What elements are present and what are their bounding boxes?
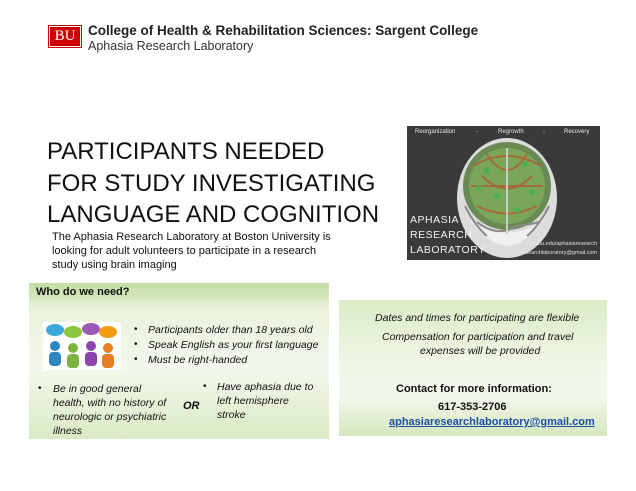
people-talking-icon bbox=[43, 322, 121, 370]
headline-line-1: PARTICIPANTS NEEDED bbox=[47, 138, 325, 165]
option-a-line-3: neurologic or psychiatric bbox=[53, 411, 167, 423]
option-b-line-3: stroke bbox=[217, 409, 246, 421]
bullet-dot: • bbox=[134, 354, 138, 365]
bullet-dot: • bbox=[134, 339, 138, 350]
bullet-dot: • bbox=[38, 383, 42, 394]
brain-label-reorganization: Reorganization bbox=[415, 129, 456, 135]
criteria-right-handed: Must be right-handed bbox=[148, 354, 248, 366]
brain-image-card bbox=[407, 126, 600, 260]
who-heading: Who do we need? bbox=[36, 286, 130, 298]
compensation-line-1: Compensation for participation and travel bbox=[382, 331, 574, 343]
brain-label-regrowth: Regrowth bbox=[498, 129, 524, 135]
headline-line-2: FOR STUDY INVESTIGATING bbox=[47, 170, 376, 197]
headline-line-3: LANGUAGE AND COGNITION bbox=[47, 201, 380, 228]
bu-logo: BU bbox=[48, 25, 82, 48]
dates-text: Dates and times for participating are flexible bbox=[375, 312, 580, 324]
brain-label-recovery: Recovery bbox=[564, 129, 590, 135]
option-b-line-1: Have aphasia due to bbox=[217, 381, 314, 393]
brain-label-sep-1: - bbox=[476, 129, 478, 135]
college-name: College of Health & Rehabilitation Sciences: Sargent College bbox=[88, 23, 479, 38]
or-label: OR bbox=[183, 400, 200, 412]
brain-title-line-3: LABORATORY bbox=[410, 244, 486, 256]
option-b-line-2: left hemisphere bbox=[217, 395, 289, 407]
brain-label-sep-2: - bbox=[543, 129, 545, 135]
criteria-english: Speak English as your first language bbox=[148, 339, 319, 351]
bullet-dot: • bbox=[203, 381, 207, 392]
brain-card-url: www.bu.edu/aphasiaresearch bbox=[524, 241, 597, 247]
compensation-line-2: expenses will be provided bbox=[420, 345, 541, 357]
brain-card-email: aphasiaresearchlaboratory@gmail.com bbox=[501, 250, 597, 256]
contact-email-link[interactable]: aphasiaresearchlaboratory@gmail.com bbox=[389, 416, 595, 428]
option-a-line-2: health, with no history of bbox=[53, 397, 167, 409]
contact-label: Contact for more information: bbox=[396, 383, 552, 395]
criteria-age: Participants older than 18 years old bbox=[148, 324, 313, 336]
option-a-line-1: Be in good general bbox=[53, 383, 142, 395]
lab-name: Aphasia Research Laboratory bbox=[88, 39, 254, 53]
option-a-line-4: illness bbox=[53, 425, 83, 437]
contact-phone: 617-353-2706 bbox=[438, 401, 507, 413]
intro-text: The Aphasia Research Laboratory at Boston University is looking for adult volunteers to participate in a research study using brain imaging bbox=[52, 231, 331, 271]
brain-title-line-1: APHASIA bbox=[410, 214, 460, 226]
brain-title-line-2: RESEARCH bbox=[410, 229, 473, 241]
bullet-dot: • bbox=[134, 324, 138, 335]
